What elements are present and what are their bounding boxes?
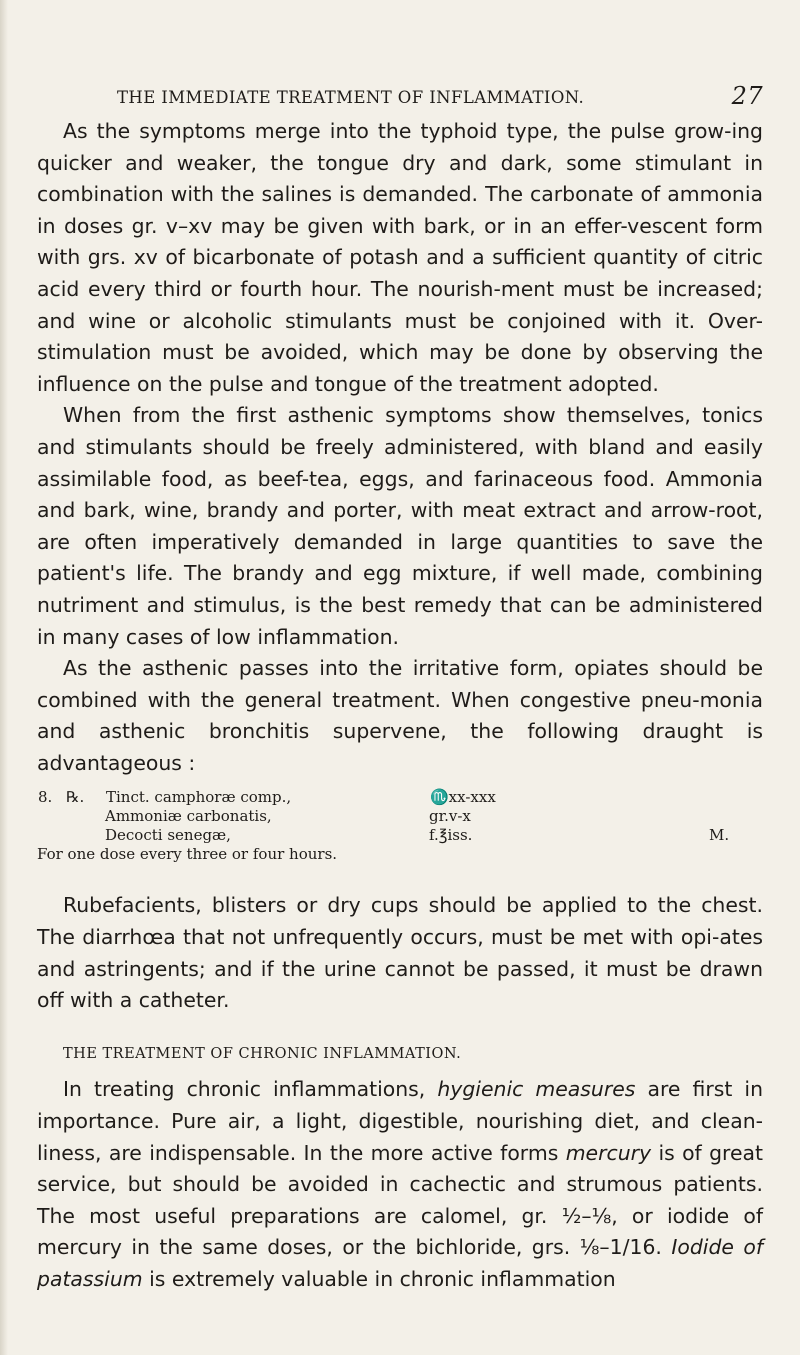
paragraph-irritative: As the asthenic passes into the irritative form, opiates should be combined with the general treatment. When congestive pneu-monia and asthenic bronchitis supervene, the following draught is advantageous : (37, 656, 763, 775)
prescription-row (37, 807, 763, 826)
paragraph-asthenic: When from the first asthenic symptoms show themselves, tonics and stimulants should be freely administered, with bland and easily assimilable food, as beef-tea, eggs, and farinaceous food. Ammonia and bark, wine, brandy and porter, with meat extract and arrow-root, are often imperatively demanded in large quantities to save the patient's life. The brandy and egg mixture, if well made, combining nutriment and stimulus, is the best remedy that can be administered in many cases of low inflammation. (37, 403, 763, 649)
prescription-drug: Decocti senegæ, (105, 826, 231, 845)
prescription-drug: Tinct. camphoræ comp., (106, 788, 292, 807)
prescription-quantity: gr.v-x (429, 807, 471, 826)
paragraph-rubefacients: Rubefacients, blisters or dry cups should be applied to the chest. The diarrhœa that not unfrequently occurs, must be met with opi-ates and astringents; and if the urine cannot be passed, it must be drawn off with a catheter. (37, 893, 763, 1013)
prescription-direction: For one dose every three or four hours. (37, 845, 338, 864)
prescription-row (37, 788, 763, 807)
chronic-intro: In treating chronic inflammations, (63, 1077, 426, 1102)
chronic-text: are first in importance. Pure air, a light, digestible, nourishing diet, and clean-liness, are indispensable. In the more active forms (37, 1077, 764, 1165)
italic-term: hygienic measures (437, 1077, 636, 1102)
section-heading: THE TREATMENT OF CHRONIC INFLAMMATION. (63, 1045, 462, 1062)
prescription-row (37, 826, 763, 845)
page-header (37, 82, 763, 116)
paragraph-typhoid: As the symptoms merge into the typhoid type, the pulse grow-ing quicker and weaker, the tongue dry and dark, some stimulant in combination with the salines is demanded. The carbonate of ammonia in doses gr. v–xv may be given with bark, or in an effer-vescent form with grs. xv of bicarbonate of potash and a sufficient quantity of citric acid every third or fourth hour. The nourish-ment must be increased; and wine or alcoholic stimulants must be conjoined with it. Over-stimulation must be avoided, which may be done by observing the influence on the pulse and tongue of the treatment adopted. (37, 119, 763, 396)
chronic-text: is of great service, but should be avoided in cachectic and strumous patients. The most useful preparations are calomel, gr. ½–⅛, or iodide of mercury in the same doses, or the bichloride, grs. ⅛–1/16. (37, 1140, 763, 1260)
running-title: THE IMMEDIATE TREATMENT OF INFLAMMATION. (117, 88, 585, 107)
body-text (37, 116, 763, 1296)
italic-term: mercury (565, 1140, 652, 1165)
paragraph-chronic (37, 1074, 763, 1295)
prescription-number: 8. (38, 788, 53, 807)
prescription-quantity: f.℥iss. (429, 826, 473, 845)
misce-mark: M. (709, 826, 730, 845)
prescription-drug: Ammoniæ carbonatis, (105, 807, 272, 826)
page-number: 27 (731, 82, 763, 110)
prescription-quantity: ♏xx-xxx (430, 788, 496, 807)
page-edge-shadow (0, 0, 8, 1355)
chronic-text: is extremely valuable in chronic inflammation (149, 1267, 616, 1291)
italic-term: Iodide of patassium (37, 1235, 764, 1291)
prescription-block (37, 788, 763, 864)
book-page (37, 82, 763, 1296)
recipe-symbol: ℞. (66, 788, 85, 807)
